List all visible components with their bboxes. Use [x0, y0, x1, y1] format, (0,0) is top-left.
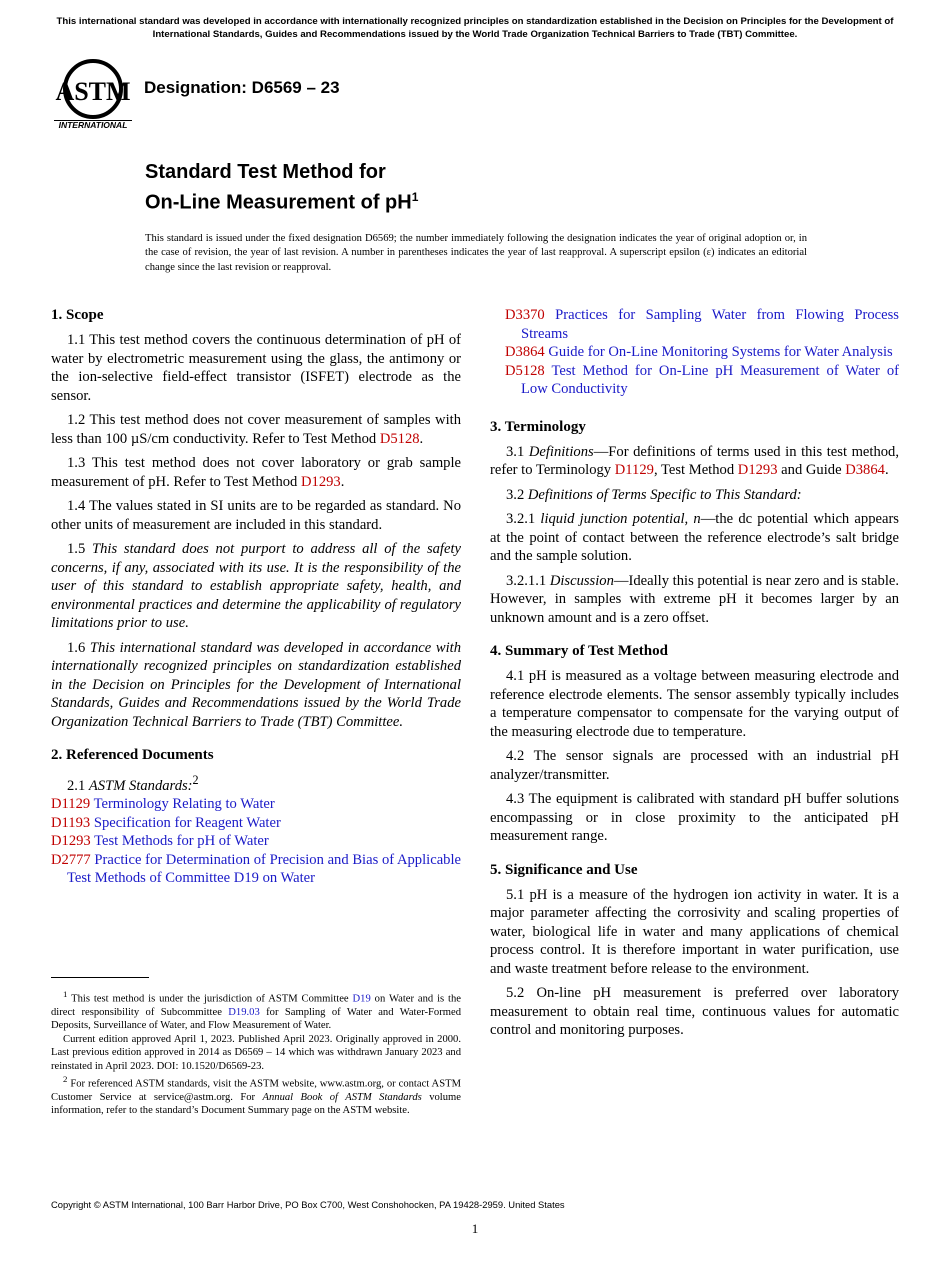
title-line-2: On-Line Measurement of $pH^1$ [145, 190, 419, 214]
link-d1293[interactable]: D1293 [300, 473, 341, 490]
refdocs-2-1: 2.1 ASTM Standards:$^2$ [67, 773, 199, 794]
scope-1-4: 1.4 The values stated in SI units are to be regarded as standard. No other units of measurement are included in this standard. [51, 498, 461, 533]
scope-1-1: 1.1 This test method covers the continuous determination of pH of water by electrometric measurement using the glass, the antimony or the ion-selective field-effect transistor (ISFET) electrode as the sensor. [51, 332, 461, 404]
page-number: 1 [471, 1221, 479, 1236]
scope-1-5: 1.5 This standard does not purport to address all of the safety concerns, if any, associated with its use. It is the responsibility of the user of this standard to establish appropriate safety, health, and environmental practices and determine the applicability of regulatory limitations prior to use. [51, 541, 461, 631]
left-column [51, 306, 461, 888]
section-summary-heading: 4. Summary of Test Method [490, 643, 668, 659]
terminology-3-2-1: 3.2.1 liquid junction potential, n—the dc potential which appears at the point of contact between the reference electrode’s salt bridge and the sample solution. [490, 511, 899, 564]
footnote-1-edition: Current edition approved April 1, 2023. Published April 2023. Originally approved in 2000. Last previous edition approved in 2014 as D6569 – 14 which was withdrawn January 2023 and reinstated in April 2023. DOI: 10.1520/D6569-23. [51, 1033, 461, 1072]
section-significance-heading: 5. Significance and Use [490, 861, 638, 878]
significance-5-2: 5.2 On-line pH measurement is preferred over laboratory measurement to obtain real time, continuous values for automatic control and monitoring purposes. [490, 985, 899, 1038]
ref-item-d2777[interactable]: D2777 Practice for Determination of Precision and Bias of Applicable Test Methods of Committee D19 on Water [51, 851, 461, 887]
right-column [490, 306, 899, 1046]
scope-1-3: 1.3 This test method does not cover laboratory or grab sample measurement of pH. Refer to Test Method D1293. [51, 455, 461, 490]
link-d19[interactable]: D19 [352, 993, 371, 1005]
svg-text:ASTM: ASTM [55, 77, 131, 106]
footnote-1: $^1$ This test method is under the jurisdiction of ASTM Committee D19 on Water and is the direct responsibility of Subcommittee D19.03 for Sampling of Water and Water-Formed Deposits, Surveillance of Water, and Flow Measurement of Water. [51, 989, 461, 1032]
scope-1-6: 1.6 This international standard was developed in accordance with internationally recognized principles on standardization established in the Decision on Principles for the Development of International Standards, Guides and Recommendations issued by the World Trade Organization Technical Barriers to Trade (TBT) Committee. [51, 639, 462, 730]
issued-note: This standard is issued under the fixed designation D6569; the number immediately following the designation indicates the year of original adoption or, in the case of revision, the year of last revision. A number in parentheses indicates the year of last reapproval. A superscript epsilon (ε) indicates an editorial change since the last revision or reapproval. [145, 233, 807, 273]
svg-text:INTERNATIONAL: INTERNATIONAL [58, 120, 128, 130]
ref-item-d1193[interactable]: D1193 Specification for Reagent Water [51, 814, 281, 831]
ref-item-d3864[interactable]: D3864 Guide for On-Line Monitoring Systems for Water Analysis [505, 344, 893, 360]
ref-item-d3370[interactable]: D3370 Practices for Sampling Water from Flowing Process Streams [505, 307, 899, 342]
link-d1293-term[interactable]: D1293 [737, 462, 778, 478]
summary-4-2: 4.2 The sensor signals are processed with an industrial pH analyzer/transmitter. [490, 748, 899, 783]
terminology-3-2-1-1: 3.2.1.1 Discussion—Ideally this potential is near zero and is stable. However, in samples with extreme pH it becomes larger by an unknown amount and is a zero offset. [490, 572, 899, 626]
summary-4-3: 4.3 The equipment is calibrated with standard pH buffer solutions encompassing or in close proximity to the anticipated pH measurement range. [490, 791, 899, 844]
footnote-2: $^2$ For referenced ASTM standards, visit the ASTM website, www.astm.org, or contact ASTM Customer Service at service@astm.org. For Annual Book of ASTM Standards volume information, refer to the standard’s Document Summary page on the ASTM website. [51, 1073, 461, 1117]
page-title [145, 160, 418, 216]
astm-logo [52, 56, 134, 130]
astm-logo-icon [52, 56, 134, 130]
title-footnote-ref: 1 [411, 190, 419, 204]
ref-item-d1129[interactable]: D1129 Terminology Relating to Water [51, 796, 275, 813]
title-line-1: Standard Test Method for [145, 161, 386, 183]
header-note: This international standard was developed in accordance with internationally recognized principles on standardization established in the Decision on Principles for the Development of International Standards, Guides and Recommendations issued by the World Trade Organization Technical Barriers to Trade (TBT) Committee. [56, 16, 894, 40]
section-refdocs-heading: 2. Referenced Documents [51, 747, 214, 763]
ref-item-d5128[interactable]: D5128 Test Method for On-Line pH Measurement of Water of Low Conductivity [505, 362, 899, 397]
copyright-notice: Copyright © ASTM International, 100 Barr Harbor Drive, PO Box C700, West Conshohocken, PA 19428-2959. United States [51, 1199, 565, 1210]
link-d1129[interactable]: D1129 [614, 462, 654, 478]
footnotes [51, 988, 461, 1118]
scope-1-2: 1.2 This test method does not cover measurement of samples with less than 100 µS/cm conductivity. Refer to Test Method D5128. [51, 412, 461, 447]
terminology-3-2: 3.2 Definitions of Terms Specific to This Standard: [506, 486, 802, 503]
section-terminology-heading: 3. Terminology [490, 418, 586, 435]
link-d5128[interactable]: D5128 [379, 430, 420, 447]
ref-item-d1293[interactable]: D1293 Test Methods for pH of Water [51, 833, 269, 850]
summary-4-1: 4.1 pH is measured as a voltage between measuring electrode and reference electrode elements. The sensor assembly typically includes a temperature compensator to compensate for the varying output of the measuring electrode due to temperature. [490, 668, 899, 740]
section-scope-heading: 1. Scope [51, 307, 104, 323]
designation: Designation: D6569 – 23 [144, 78, 340, 97]
significance-5-1: 5.1 pH is a measure of the hydrogen ion activity in water. It is a major parameter affecting the corrosivity and scaling properties of water, biological life in water and many applications of chemical process control. It is therefore important in water purification, use and waste treatment before release to the environment. [490, 886, 899, 977]
link-d19-03[interactable]: D19.03 [228, 1006, 260, 1018]
footnote-divider [51, 977, 149, 978]
link-d3864[interactable]: D3864 [845, 462, 885, 478]
terminology-3-1: 3.1 Definitions—For definitions of terms used in this test method, refer to Terminology D1129, Test Method D1293 and Guide D3864. [490, 443, 899, 478]
